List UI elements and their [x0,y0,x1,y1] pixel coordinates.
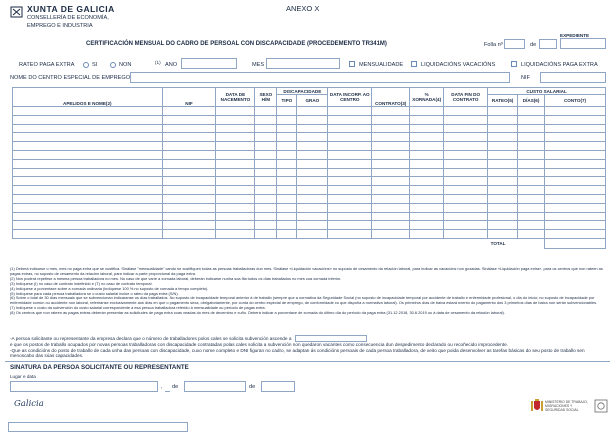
table-cell[interactable] [297,230,328,239]
table-cell[interactable] [277,124,297,133]
rateo-label: RATEO PAGA EXTRA [19,62,75,68]
table-cell[interactable] [277,107,297,116]
table-cell[interactable] [216,159,255,168]
table-cell[interactable] [297,133,328,142]
folla-de-label: de [530,42,537,48]
department-line-1: CONSELLERÍA DE ECONOMÍA, [27,15,109,21]
table-cell[interactable] [372,107,410,116]
table-cell[interactable] [545,221,606,230]
table-cell[interactable] [216,194,255,203]
table-cell[interactable] [444,124,488,133]
place-date-label: Lugar e data [10,374,36,379]
table-cell[interactable] [410,124,444,133]
table-cell[interactable] [372,186,410,195]
table-cell[interactable] [444,230,488,239]
header-conto: CONTO(7) [545,95,606,107]
footnote: (5) Indíquese para cada persoa traballadora se o custo salarial inclúe o rateo da paga extra (S/N). [10,290,179,296]
header-sexo: SEXO H/M [255,88,277,107]
table-cell[interactable] [410,168,444,177]
header-apelidos: APELIDOS E NOME(2) [13,88,163,107]
table-cell[interactable] [372,212,410,221]
table-cell[interactable] [372,194,410,203]
table-cell[interactable] [328,150,372,159]
footnote: (7) Indíquese o custo da subvención do custo salarial correspondente a esa persoa traballadora referido á mensualidade ou período de pagas extra. [10,305,266,311]
table-cell[interactable] [162,168,216,177]
table-cell[interactable] [255,168,277,177]
table-cell[interactable] [255,203,277,212]
table-cell[interactable] [328,115,372,124]
centro-field[interactable] [130,72,510,83]
table-row [13,124,606,133]
table-cell[interactable] [297,142,328,151]
header-tipo: TIPO [277,95,297,107]
table-cell[interactable] [162,107,216,116]
table-cell[interactable] [255,115,277,124]
table-cell[interactable] [488,168,518,177]
table-cell[interactable] [162,133,216,142]
footnote: (4) Indíquese a porcentaxe sobre a xornada ordinaria (indíquese 100 % no suposto de xornada a tempo completo). [10,285,209,291]
table-cell[interactable] [545,142,606,151]
table-cell[interactable] [162,221,216,230]
xunta-name: XUNTA DE GALICIA [27,4,115,14]
table-cell[interactable] [277,115,297,124]
folla-total-field[interactable] [539,39,557,49]
table-cell[interactable] [328,159,372,168]
header-discapacidade: DISCAPACIDADE [277,88,328,95]
footnote: (6) Sobre o total de 30 días mensuais que se subvencionan indicaranse os días traballados. No suposto de incapacidade temporal anterior á de traballo (sempre que a normativa da Seguridade Social (no suposto de incapacidade temporal por accidente de traballo e enfermidade profesional, o día do inicio; no suposto de incapacidade por enfermidade común ou accidente non laboral, referiranse exclusivamente aos días en que o pagamento sexa, obrigatoriamente, por conta do centro especial de emprego, de conformidade co que dispoña a normativa laboral). Os primeiros días de baixa estará exento do pagamento dos 3 primeiros días de baixa non serán subvencionables. [10,295,598,306]
table-cell[interactable] [277,177,297,186]
table-cell[interactable] [162,186,216,195]
table-cell[interactable] [488,194,518,203]
header-data-fin: DATA FIN DO CONTRATO [444,88,488,107]
table-cell[interactable] [328,203,372,212]
header-pct: % [424,92,429,97]
xunta-logo [10,5,23,17]
table-cell[interactable] [277,133,297,142]
total-field[interactable] [545,238,606,248]
expediente-field[interactable] [560,38,606,49]
table-cell[interactable] [216,230,255,239]
table-cell[interactable] [13,221,163,230]
total-label: TOTAL [490,241,506,247]
department-line-2: EMPREGO E INDUSTRIA [27,23,93,29]
header-grao: GRAO [297,95,328,107]
ano-field[interactable] [181,58,237,69]
table-row [13,142,606,151]
table-cell[interactable] [13,142,163,151]
table-cell[interactable] [545,186,606,195]
galicia-logo: Galicia [14,399,44,409]
rateo-non-radio[interactable] [110,62,116,68]
table-cell[interactable] [328,168,372,177]
table-cell[interactable] [518,186,545,195]
table-cell[interactable] [216,221,255,230]
liq-vacacions-label: LIQUIDACIÓNS VACACIÓNS [421,62,496,68]
table-row [13,133,606,142]
table-row [13,212,606,221]
table-row [13,186,606,195]
table-cell[interactable] [410,150,444,159]
table-cell[interactable] [255,159,277,168]
table-row [13,177,606,186]
table-cell[interactable] [297,221,328,230]
table-cell[interactable] [13,194,163,203]
table-cell[interactable] [488,221,518,230]
table-cell[interactable] [410,159,444,168]
declaration-p1b: e que os postos de traballo ocupados por novas persoas traballadoras con discapacidade contratadas polas cales solicita a subvención non quedaron vacantes como consecuencia dun despedimento declarado ou recoñecido improcedente. [10,342,508,347]
declaration-p1a: -A persoa solicitante ou representante da empresa declara que o número de traballadores polos cales se solicita subvención ascende a [10,335,292,341]
table-cell[interactable] [13,177,163,186]
table-cell[interactable] [216,203,255,212]
table-row [13,221,606,230]
mensualidade-checkbox[interactable] [349,61,355,67]
table-cell[interactable] [216,133,255,142]
table-cell[interactable] [444,221,488,230]
signature-title: SINATURA DA PERSOA SOLICITANTE OU REPRESENTANTE [10,364,189,371]
table-cell[interactable] [277,159,297,168]
table-cell[interactable] [255,194,277,203]
table-cell[interactable] [162,159,216,168]
table-cell[interactable] [277,194,297,203]
table-cell[interactable] [277,203,297,212]
table-cell[interactable] [372,115,410,124]
table-cell[interactable] [518,107,545,116]
folla-label: Folla nº [484,42,503,48]
table-cell[interactable] [444,168,488,177]
spain-emblem-icon [531,399,543,413]
table-cell[interactable] [328,124,372,133]
table-cell[interactable] [488,107,518,116]
footnote: (3) Indíquese (I) no caso de contrato indefinido e (T) no caso de contrato temporal. [10,280,153,286]
table-cell[interactable] [518,203,545,212]
table-cell[interactable] [277,212,297,221]
table-cell[interactable] [410,177,444,186]
table-row [13,115,606,124]
table-cell[interactable] [410,133,444,142]
table-cell[interactable] [13,115,163,124]
table-cell[interactable] [162,203,216,212]
table-cell[interactable] [162,177,216,186]
rateo-si-label: SI [92,62,98,68]
table-cell[interactable] [297,124,328,133]
table-cell[interactable] [518,212,545,221]
table-cell[interactable] [488,230,518,239]
table-cell[interactable] [518,133,545,142]
table-cell[interactable] [216,124,255,133]
table-cell[interactable] [488,115,518,124]
table-cell[interactable] [444,203,488,212]
table-cell[interactable] [372,177,410,186]
table-cell[interactable] [328,186,372,195]
table-cell[interactable] [545,133,606,142]
table-row [13,203,606,212]
table-cell[interactable] [216,107,255,116]
rateo-si-radio[interactable] [83,62,89,68]
header-rateo: RATEO(5) [488,95,518,107]
table-cell[interactable] [545,124,606,133]
table-cell[interactable] [518,124,545,133]
ministry-name: MINISTERIO DE TRABAJO, MIGRACIONES Y SEGURIDAD SOCIAL [545,400,588,413]
table-cell[interactable] [328,142,372,151]
table-cell[interactable] [328,177,372,186]
table-row [13,194,606,203]
table-cell[interactable] [255,133,277,142]
table-cell[interactable] [488,133,518,142]
table-cell[interactable] [488,124,518,133]
year-field[interactable] [261,381,295,392]
centro-label: NOME DO CENTRO ESPECIAL DE EMPREGO [10,75,131,81]
table-cell[interactable] [255,221,277,230]
table-cell[interactable] [216,168,255,177]
header-custo: CUSTO SALARIAL [488,88,606,95]
centro-nif-field[interactable] [540,72,606,83]
footnote: (8) Os centros que non rateen as pagas extras deberán presentar as solicitudes de paga extra coas xeadas do mes de decembro e xuño. Deberá indicar a porcentaxe de xornada do último día do período da paga extra (31.12.2018, 30.6.2019 ou á data de cesamento da relación laboral). [10,310,505,316]
plus-ultra-emblem-icon [594,399,608,413]
table-cell[interactable] [216,142,255,151]
table-cell[interactable] [545,203,606,212]
staff-table [12,87,606,249]
table-cell[interactable] [488,186,518,195]
table-cell[interactable] [297,212,328,221]
table-cell[interactable] [488,142,518,151]
table-cell[interactable] [410,186,444,195]
header-data-incorp: DATA INCORP. AO CENTRO [328,88,372,107]
declaration-p2: -Que as condicións do posto de traballo de cada unha das persoas con discapacidade, cuxo nome completo e DNI figuran no cadro, se adaptan ás condicións persoais de cada persoa traballadora, de xeito que poida desenvolver as tarefas básicas do seu posto de traballo sen menoscabo das súas capacidades. [10,347,585,359]
table-cell[interactable] [328,194,372,203]
table-cell[interactable] [444,142,488,151]
table-cell[interactable] [410,107,444,116]
table-cell[interactable] [488,212,518,221]
table-cell[interactable] [444,177,488,186]
table-row [13,150,606,159]
header-nif: NIF [162,88,216,107]
table-cell[interactable] [545,168,606,177]
table-cell[interactable] [372,142,410,151]
table-cell[interactable] [372,230,410,239]
table-cell[interactable] [444,150,488,159]
table-cell[interactable] [518,194,545,203]
table-cell[interactable] [162,194,216,203]
table-cell[interactable] [518,115,545,124]
table-cell[interactable] [372,221,410,230]
table-cell[interactable] [297,177,328,186]
table-cell[interactable] [13,186,163,195]
table-cell[interactable] [410,203,444,212]
table-cell[interactable] [255,177,277,186]
table-cell[interactable] [518,159,545,168]
table-cell[interactable] [372,133,410,142]
de-label-2: de [249,384,256,390]
table-cell[interactable] [518,230,545,239]
table-cell[interactable] [297,168,328,177]
table-cell[interactable] [410,221,444,230]
month-field[interactable] [184,381,246,392]
liq-vacacions-checkbox[interactable] [411,61,417,67]
table-cell[interactable] [410,230,444,239]
table-cell[interactable] [13,212,163,221]
annex-label: ANEXO X [286,4,320,13]
xunta-emblem-icon [10,6,23,18]
table-cell[interactable] [545,107,606,116]
header-data-nacemento: DATA DE NACEMENTO [216,88,255,107]
table-cell[interactable] [277,142,297,151]
liq-paga-checkbox[interactable] [511,61,517,67]
table-cell[interactable] [13,150,163,159]
place-field[interactable] [10,381,158,392]
table-cell[interactable] [545,159,606,168]
declaration-block [10,335,608,359]
table-cell[interactable] [13,159,163,168]
mes-label: MES [252,62,265,68]
table-cell[interactable] [545,212,606,221]
table-cell[interactable] [488,177,518,186]
rateo-note-ref: (1) [155,60,161,65]
table-cell[interactable] [255,142,277,151]
table-cell[interactable] [13,124,163,133]
table-cell[interactable] [518,221,545,230]
table-cell[interactable] [13,133,163,142]
table-cell[interactable] [297,203,328,212]
table-cell[interactable] [488,150,518,159]
table-cell[interactable] [255,107,277,116]
table-cell[interactable] [277,221,297,230]
table-cell[interactable] [255,124,277,133]
table-cell[interactable] [518,168,545,177]
table-cell[interactable] [216,150,255,159]
table-cell[interactable] [372,150,410,159]
table-cell[interactable] [328,107,372,116]
table-cell[interactable] [518,177,545,186]
table-cell[interactable] [162,115,216,124]
footnote: (2) Non poderá repetirse a mesma persoa traballadora no mes. No caso de que varíe a xornada laboral, deberán indicarse nunha soa fila todos os días traballados no mes coa xornada inferior. [10,275,342,281]
table-cell[interactable] [216,177,255,186]
table-cell[interactable] [328,221,372,230]
table-cell[interactable] [297,186,328,195]
table-cell[interactable] [545,115,606,124]
header-xornada-label: XORNADA(4) [412,97,442,102]
de-label-1: de [172,384,179,390]
table-cell[interactable] [255,230,277,239]
worker-count-field[interactable] [295,335,367,342]
table-cell[interactable] [410,142,444,151]
table-cell[interactable] [444,133,488,142]
table-cell[interactable] [444,186,488,195]
ano-label: ANO [165,62,178,68]
table-row [13,168,606,177]
mensualidade-label: MENSUALIDADE [359,62,404,68]
rateo-non-label: NON [119,62,132,68]
table-cell[interactable] [372,203,410,212]
document-title: CERTIFICACIÓN MENSUAL DO CADRO DE PERSOAL CON DISCAPACIDADE (PROCEDEMENTO TR341M) [86,41,387,47]
folla-number-field[interactable] [504,39,525,49]
table-cell[interactable] [545,194,606,203]
table-cell[interactable] [444,159,488,168]
table-cell[interactable] [297,107,328,116]
table-cell[interactable] [444,194,488,203]
table-cell[interactable] [444,107,488,116]
expediente-label: EXPEDIENTE [560,33,590,38]
table-cell[interactable] [255,150,277,159]
table-cell[interactable] [13,230,163,239]
table-cell[interactable] [518,150,545,159]
table-cell[interactable] [162,230,216,239]
table-cell[interactable] [297,150,328,159]
table-cell[interactable] [297,115,328,124]
table-cell[interactable] [328,212,372,221]
table-cell[interactable] [372,168,410,177]
mes-field[interactable] [266,58,340,69]
table-cell[interactable] [13,168,163,177]
footer-code-field [8,422,188,432]
table-cell[interactable] [444,212,488,221]
table-cell[interactable] [372,159,410,168]
table-cell[interactable] [162,212,216,221]
table-cell[interactable] [216,186,255,195]
table-cell[interactable] [277,168,297,177]
table-cell[interactable] [216,115,255,124]
table-cell[interactable] [297,194,328,203]
table-cell[interactable] [410,115,444,124]
notes-block [10,267,608,316]
table-row [13,107,606,116]
table-cell[interactable] [13,107,163,116]
table-cell[interactable] [13,203,163,212]
table-cell[interactable] [216,212,255,221]
day-field[interactable] [165,381,170,392]
table-row [13,230,606,239]
table-cell[interactable] [488,159,518,168]
nif-label: NIF [521,75,531,81]
table-cell[interactable] [328,230,372,239]
table-cell[interactable] [162,150,216,159]
header-xornada [410,88,444,107]
table-cell[interactable] [488,203,518,212]
table-cell[interactable] [545,177,606,186]
table-cell[interactable] [545,230,606,239]
table-cell[interactable] [277,230,297,239]
table-cell[interactable] [297,159,328,168]
table-cell[interactable] [410,212,444,221]
header-dias: DÍAS(6) [518,95,545,107]
table-cell[interactable] [545,150,606,159]
table-cell[interactable] [255,186,277,195]
table-cell[interactable] [255,212,277,221]
comma-label: , [161,384,163,390]
signature-top-rule [5,361,610,362]
table-cell[interactable] [444,115,488,124]
table-row [13,159,606,168]
table-cell[interactable] [372,124,410,133]
table-cell[interactable] [518,142,545,151]
footnote: (1) Deberá indicarse o mes, mes no paga extra que se xustifica. Sinálase "mensualidade" cando se xustifiquen todas as persoas traballadoras dun mes. Sinálase «Liquidación vacacións» no suposto de cesamento da relación laboral, para indicar as vacacións non gozadas. Sinálase «Liquidación paga extra», para os centros que non rateen as pagas extras, no suposto de cesamento da relación laboral, para indicar a parte proporcional da paga extra. [10,266,603,276]
table-cell[interactable] [277,186,297,195]
table-cell[interactable] [277,150,297,159]
header-contrato: CONTRATO(3) [372,88,410,107]
table-cell[interactable] [410,194,444,203]
liq-paga-label: LIQUIDACIÓNS PAGA EXTRA [521,62,598,68]
table-cell[interactable] [162,142,216,151]
table-cell[interactable] [328,133,372,142]
table-cell[interactable] [162,124,216,133]
